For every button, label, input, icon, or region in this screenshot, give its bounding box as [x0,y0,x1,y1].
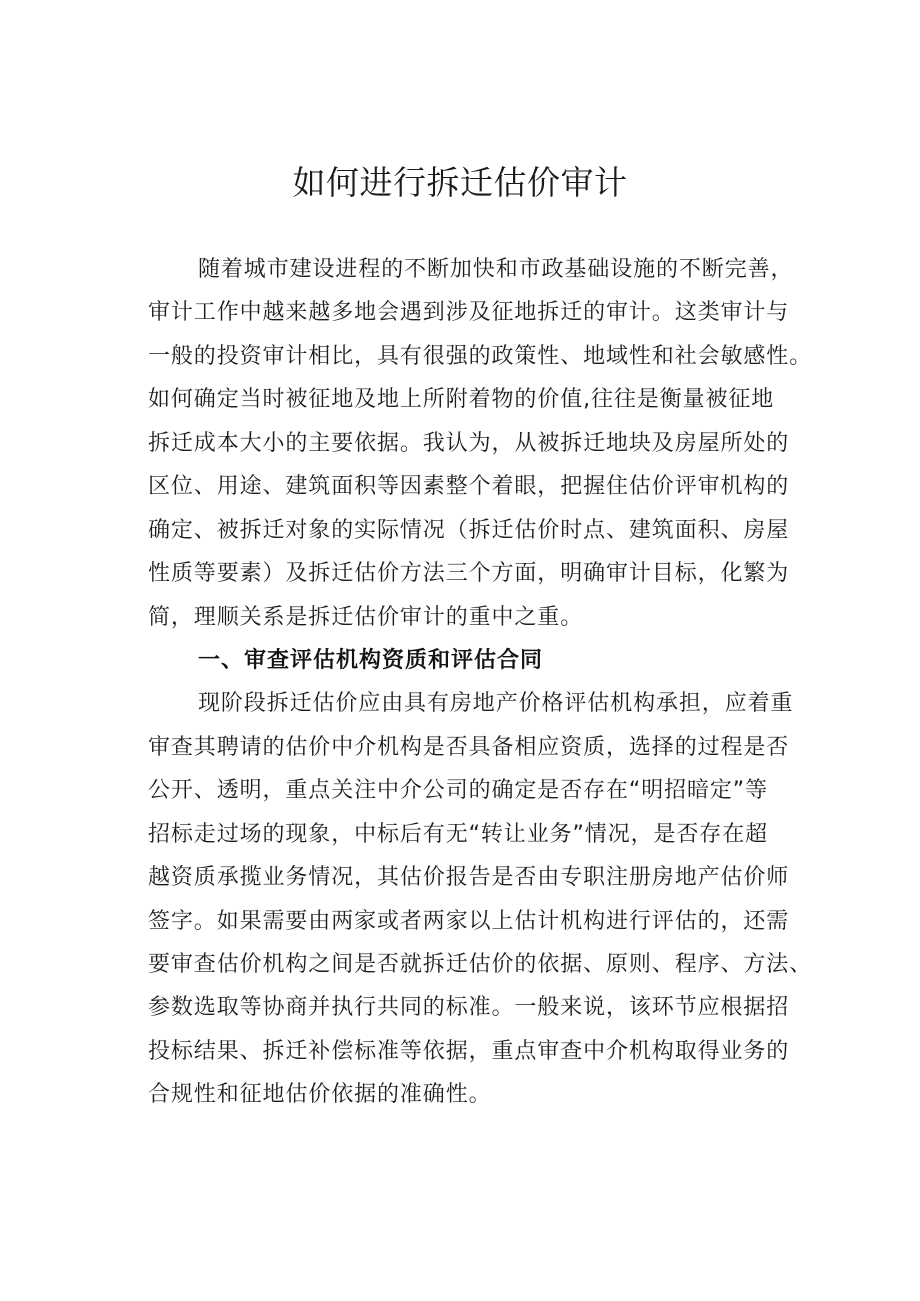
document-body [148,248,828,1117]
paragraph-line: 审计工作中越来越多地会遇到涉及征地拆迁的审计。这类审计与 [148,300,790,326]
paragraph-line: 现阶段拆迁估价应由具有房地产价格评估机构承担，应着重 [198,691,794,717]
paragraph-line: 参数选取等协商并执行共同的标准。一般来说，该环节应根据招 [148,995,790,1021]
paragraph-line: 投标结果、拆迁补偿标准等依据，重点审查中介机构取得业务的 [148,1038,790,1064]
paragraph-line: 如何确定当时被征地及地上所附着物的价值,往往是衡量被征地 [148,387,775,413]
paragraph-line: 审查其聘请的估价中介机构是否具备相应资质，选择的过程是否 [148,734,790,760]
intro-paragraph [148,248,828,639]
paragraph-line: 性质等要素）及拆迁估价方法三个方面，明确审计目标，化繁为 [148,561,790,587]
paragraph-line: 一般的投资审计相比，具有很强的政策性、地域性和社会敏感性。 [148,343,813,369]
section-heading: 一、审查评估机构资质和评估合同 [198,647,544,673]
paragraph-line: 确定、被拆迁对象的实际情况（拆迁估价时点、建筑面积、房屋 [148,517,790,543]
paragraph-line: 越资质承揽业务情况，其估价报告是否由专职注册房地产估价师 [148,865,790,891]
paragraph-line: 随着城市建设进程的不断加快和市政基础设施的不断完善， [198,257,794,282]
paragraph-line: 招标走过场的现象，中标后有无“转让业务”情况，是否存在超 [148,821,768,847]
paragraph-line: 要审查估价机构之间是否就拆迁估价的依据、原则、程序、方法、 [148,952,813,977]
paragraph-line: 拆迁成本大小的主要依据。我认为，从被拆迁地块及房屋所处的 [148,430,790,456]
paragraph-line: 签字。如果需要由两家或者两家以上估计机构进行评估的，还需 [148,908,790,934]
section-paragraph [148,682,828,1116]
paragraph-line: 区位、用途、建筑面积等因素整个着眼，把握住估价评审机构的 [148,474,790,500]
paragraph-line: 简，理顺关系是拆迁估价审计的重中之重。 [148,604,584,630]
page-title: 如何进行拆迁估价审计 [292,163,628,202]
paragraph-line: 合规性和征地估价依据的准确性。 [148,1082,492,1108]
paragraph-line: 公开、透明，重点关注中介公司的确定是否存在“明招暗定”等 [148,778,768,804]
